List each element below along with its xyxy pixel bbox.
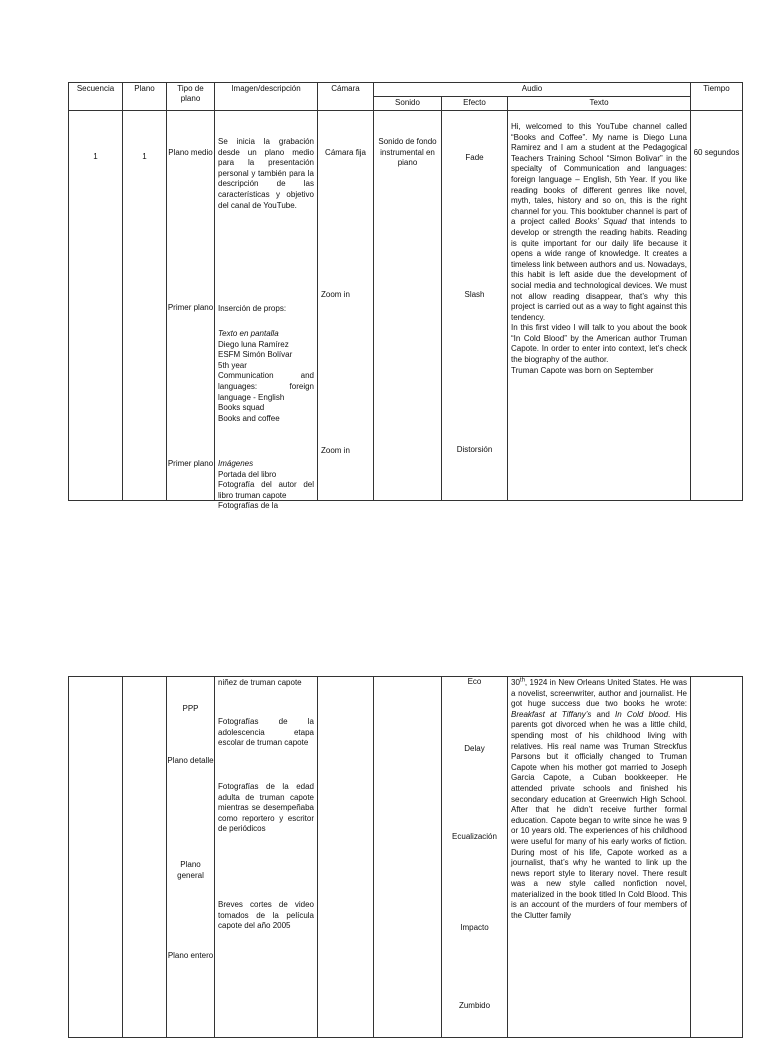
efecto-impacto: Impacto xyxy=(460,923,489,932)
texto-cell xyxy=(508,111,691,501)
desc-screen-line: ESFM Simón Bolívar xyxy=(218,350,293,360)
desc-props: Inserción de props: xyxy=(218,304,287,313)
secuencia-cell xyxy=(69,677,123,1038)
desc-images-line: Portada del libro xyxy=(218,469,277,479)
texto-cell xyxy=(508,677,691,1038)
texto-part-c: . His parents got divorced when he was a little child, spending most of his childhood living with relatives. His real name was Truman Streckfus Parsons but it officially changed to Truman Capote when his mother got married to Joseph Garcia Capote, a Cuban bookkeeper. He attended private schools and finished his secondary education at Greenwich High School. After that he didn’t receive further formal education. Capote began to write since he was 9 or 10 years old. The experiences of his childhood were useful for many of his early works of fiction. During most of his life, Capote worked as a journalist, that’s why he wanted to link up the news report style to literary novel. There result was a new style called nonfiction novel, materialized in the book titled In Cold Blood. This is an account of the murders of four members of the Clutter family xyxy=(511,709,687,921)
texto-book-title-1: Breakfast at Tiffany’s xyxy=(511,709,592,719)
tipo-de-plano-cell xyxy=(167,677,215,1038)
header-camara: Cámara xyxy=(318,83,374,111)
camara-fija: Cámara fija xyxy=(325,148,366,157)
tipo-ppp: PPP xyxy=(182,704,199,713)
header-secuencia: Secuencia xyxy=(69,83,123,111)
texto-paragraph-1: Hi, welcomed to this YouTube channel called “Books and Coffee”. My name is Diego Luna Ramirez and I am a student at the Pedagogical Teachers Training School “Simon Bolivar” in the specialty of Communication and languages: foreign language – English, 5th Year. If you like reading books of different genres like novel, myth, tales, history and so on, this is the right channel for you. This booktuber channel is part of a project called xyxy=(511,122,687,227)
tipo-primer-plano-2: Primer plano xyxy=(167,459,214,468)
header-texto: Texto xyxy=(508,97,691,111)
desc-screen-title: Texto en pantalla xyxy=(218,329,279,338)
texto-content xyxy=(511,122,687,376)
desc-screen-line: Books squad xyxy=(218,403,265,413)
sonido-cell xyxy=(374,677,442,1038)
texto-date-suffix: th xyxy=(519,677,525,684)
plano-cell xyxy=(123,677,167,1038)
efecto-cell xyxy=(442,677,508,1038)
header-audio: Audio xyxy=(374,83,691,97)
texto-paragraph-3: Truman Capote was born on September xyxy=(511,365,654,375)
texto-paragraph-2: In this first video I will talk to you about the book “In Cold Blood” by the American author Truman Capote. In order to enter into context, let’s check the biography of the author. xyxy=(511,323,687,365)
camara-zoom-in-2: Zoom in xyxy=(321,446,350,455)
efecto-zumbido: Zumbido xyxy=(458,1001,491,1010)
plano-value: 1 xyxy=(142,152,147,161)
header-tipo-de-plano: Tipo de plano xyxy=(167,83,215,111)
desc-screen-line: Books and coffee xyxy=(218,413,280,423)
desc-images-line: Fotografías de la xyxy=(218,501,279,511)
tiempo-value: 60 segundos xyxy=(693,148,740,157)
desc-screen-line: 5th year xyxy=(218,360,247,370)
plano-cell xyxy=(123,111,167,501)
desc-images-title: Imágenes xyxy=(218,459,254,468)
imagen-descripcion-cell xyxy=(215,677,318,1038)
efecto-fade: Fade xyxy=(465,153,484,162)
table-row xyxy=(69,677,743,1038)
desc-screen-line: Diego luna Ramírez xyxy=(218,339,289,349)
sonido-value: Sonido de fondo instrumental en piano xyxy=(378,137,437,168)
header-tiempo: Tiempo xyxy=(691,83,743,111)
tipo-plano-entero: Plano entero xyxy=(167,951,214,960)
efecto-ecualizacion: Ecualización xyxy=(452,832,497,841)
tipo-de-plano-cell xyxy=(167,111,215,501)
sonido-cell xyxy=(374,111,442,501)
efecto-slash: Slash xyxy=(464,290,485,299)
efecto-eco: Eco xyxy=(467,677,482,686)
tiempo-cell xyxy=(691,111,743,501)
desc-block: Breves cortes de video tomados de la película capote del año 2005 xyxy=(218,900,314,931)
imagen-descripcion-cell xyxy=(215,111,318,511)
efecto-cell xyxy=(442,111,508,501)
tipo-plano-medio: Plano medio xyxy=(168,148,213,157)
texto-paragraph-1-rest: that intends to develop or strength the reading habits. Reading is quite important for our daily life because it opens a wide range of knowledge. It creates a timeless link between authors and us. Nowadays, this habit is left aside due the development of social media and technological devices. We must not allow reading disappear, that’s why this project is carried out as a way to fight against this tendency. xyxy=(511,217,687,322)
texto-italic-title: Books’ Squad xyxy=(574,217,627,227)
secuencia-cell xyxy=(69,111,123,501)
desc-screen-block xyxy=(218,329,314,424)
texto-date-day: 30 xyxy=(511,678,520,687)
header-imagen-descripcion: Imagen/descripción xyxy=(215,83,318,111)
texto-part-b: and xyxy=(596,709,610,719)
header-efecto: Efecto xyxy=(442,97,508,111)
table-row xyxy=(69,111,743,501)
camara-cell xyxy=(318,677,374,1038)
camara-zoom-in: Zoom in xyxy=(321,290,350,299)
storyboard-table-page-1 xyxy=(68,82,743,511)
storyboard-table-page-2 xyxy=(68,676,743,1038)
texto-content xyxy=(511,678,687,922)
tiempo-cell xyxy=(691,677,743,1038)
texto-book-title-2: In Cold blood xyxy=(615,709,669,719)
texto-part-a: , 1924 in New Orleans United States. He was a novelist, screenwriter, author and journalist. He got huge success due two books he wrote: xyxy=(511,678,687,709)
desc-block: Fotografías de la adolescencia etapa escolar de truman capote xyxy=(218,717,314,748)
desc-images-line: Fotografía del autor del libro truman capote xyxy=(218,480,314,500)
header-sonido: Sonido xyxy=(374,97,442,111)
tipo-plano-general: Plano general xyxy=(177,860,204,880)
header-plano: Plano xyxy=(123,83,167,111)
efecto-distorsion: Distorsión xyxy=(456,445,493,454)
tipo-plano-detalle: Plano detalle xyxy=(167,756,214,765)
desc-images-block xyxy=(218,459,314,512)
desc-continued: niñez de truman capote xyxy=(218,678,302,687)
desc-intro: Se inicia la grabación desde un plano medio para la presentación personal y también para la descripción de las características y objetivo del canal de YouTube. xyxy=(218,137,314,210)
efecto-delay: Delay xyxy=(464,744,485,753)
desc-block: Fotografías de la edad adulta de truman capote mientras se desempeñaba como reportero y escritor de periódicos xyxy=(218,782,314,834)
camara-cell xyxy=(318,111,374,501)
desc-screen-line: Communication and languages: foreign language - English xyxy=(218,371,314,402)
secuencia-value: 1 xyxy=(93,152,98,161)
tipo-primer-plano: Primer plano xyxy=(167,303,214,312)
